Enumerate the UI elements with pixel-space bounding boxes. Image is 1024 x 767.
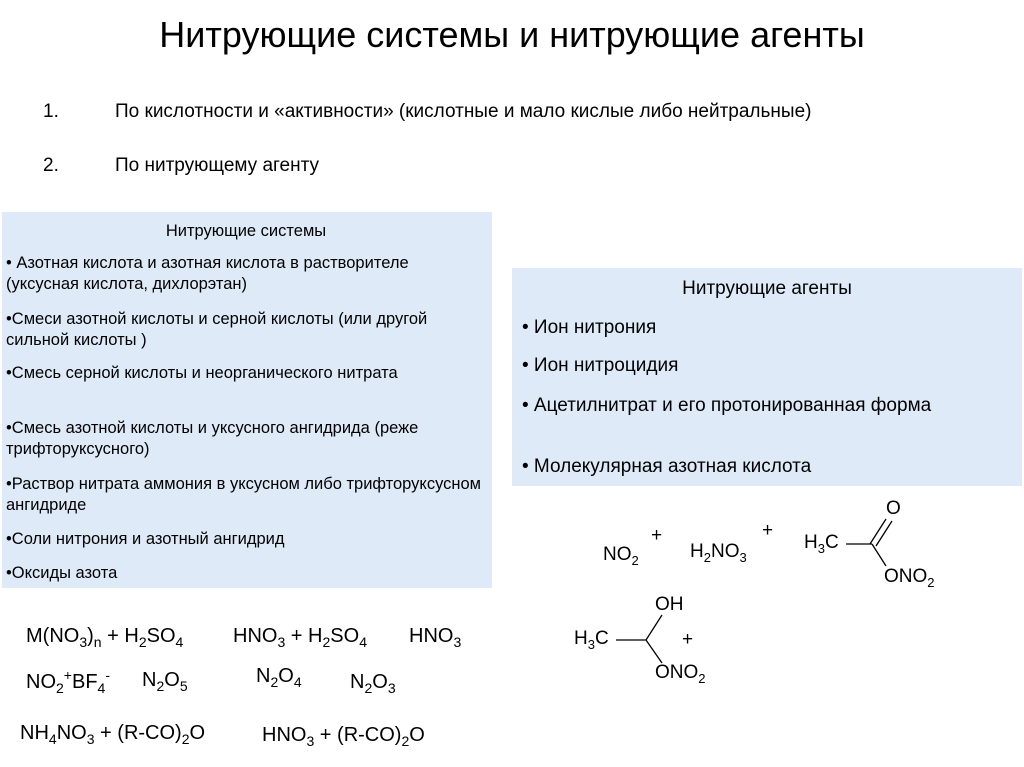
list-text-2: По нитрующему агенту [115,155,320,176]
systems-item-7: •Оксиды азота [6,564,118,582]
agents-item-2: • Ион нитроцидия [522,355,679,376]
acetyl-bond-ester [872,544,886,566]
formula-n2o5: $N_2O_5$ [142,669,188,694]
systems-item-4: •Смесь азотной кислоты и уксусного ангидрида (реже трифторуксусного) [6,419,419,458]
list-number-2: 2. [43,155,59,176]
agents-item-3: • Ацетилнитрат и его протонированная форма [522,395,932,416]
systems-item-6: •Соли нитрония и азотный ангидрид [6,530,285,548]
protonated-nitrate-group-label: $ONO_2$ [655,662,706,686]
acetyl-methyl-label: $H_3C$ [804,532,839,556]
systems-item-5: •Раствор нитрата аммония в уксусном либо трифторуксусном ангидриде [6,475,482,514]
protonated-methyl-label: $H_3C$ [574,628,609,652]
nitrating-systems-heading: Нитрующие системы [165,222,327,240]
list-text-1: По кислотности и «активности» (кислотные и мало кислые либо нейтральные) [115,101,812,122]
agents-item-4: • Молекулярная азотная кислота [522,456,812,477]
formula-nitric-sulfuric: $HNO_3 + H_2SO_4$ [233,625,367,650]
formula-n2o3: $N_2O_3$ [350,671,396,696]
formula-ammonium-nitrate-anhydride: $NH_4NO_3 + (R-CO)_2O$ [20,722,206,747]
systems-item-3: •Смесь серной кислоты и неорганического нитрата [6,364,398,382]
page-title: Нитрующие системы и нитрующие агенты [159,14,865,55]
acetyl-carbonyl-oxygen-label: O [886,498,901,519]
protonated-hydroxyl-label: OH [655,594,684,615]
formula-metal-nitrate-sulfuric: $M(NO_3)_n + H_2SO_4$ [26,625,184,650]
acetyl-double-bond-a [870,519,886,544]
nitracidium-charge: + [762,520,774,541]
acetyl-double-bond-b [876,521,892,546]
formula-n2o4: $N_2O_4$ [256,665,302,690]
nitronium-ion-label: $NO_2$ [603,544,639,568]
acetyl-nitrate-group-label: $ONO_2$ [884,566,935,590]
formula-nitronium-tetrafluoroborate: $NO_2^+BF_4^-$ [26,667,111,696]
nitracidium-ion-label: $H_2NO_3$ [690,541,747,565]
protonated-bond-ester [646,640,662,663]
protonated-charge: + [682,629,694,650]
formula-nitric-acid: $HNO_3$ [409,625,462,650]
formula-nitric-anhydride: $HNO_3 + (R-CO)_2O$ [262,724,425,749]
agents-item-1: • Ион нитрония [522,317,657,338]
list-number-1: 1. [43,101,59,122]
nitronium-charge: + [651,525,663,546]
nitrating-agents-heading: Нитрующие агенты [682,278,852,299]
systems-item-1: • Азотная кислота и азотная кислота в растворителе (уксусная кислота, дихлорэтан) [6,254,409,293]
systems-item-2: •Смеси азотной кислоты и серной кислоты (или другой сильной кислоты ) [6,310,428,349]
protonated-bond-hydroxyl [646,615,662,640]
